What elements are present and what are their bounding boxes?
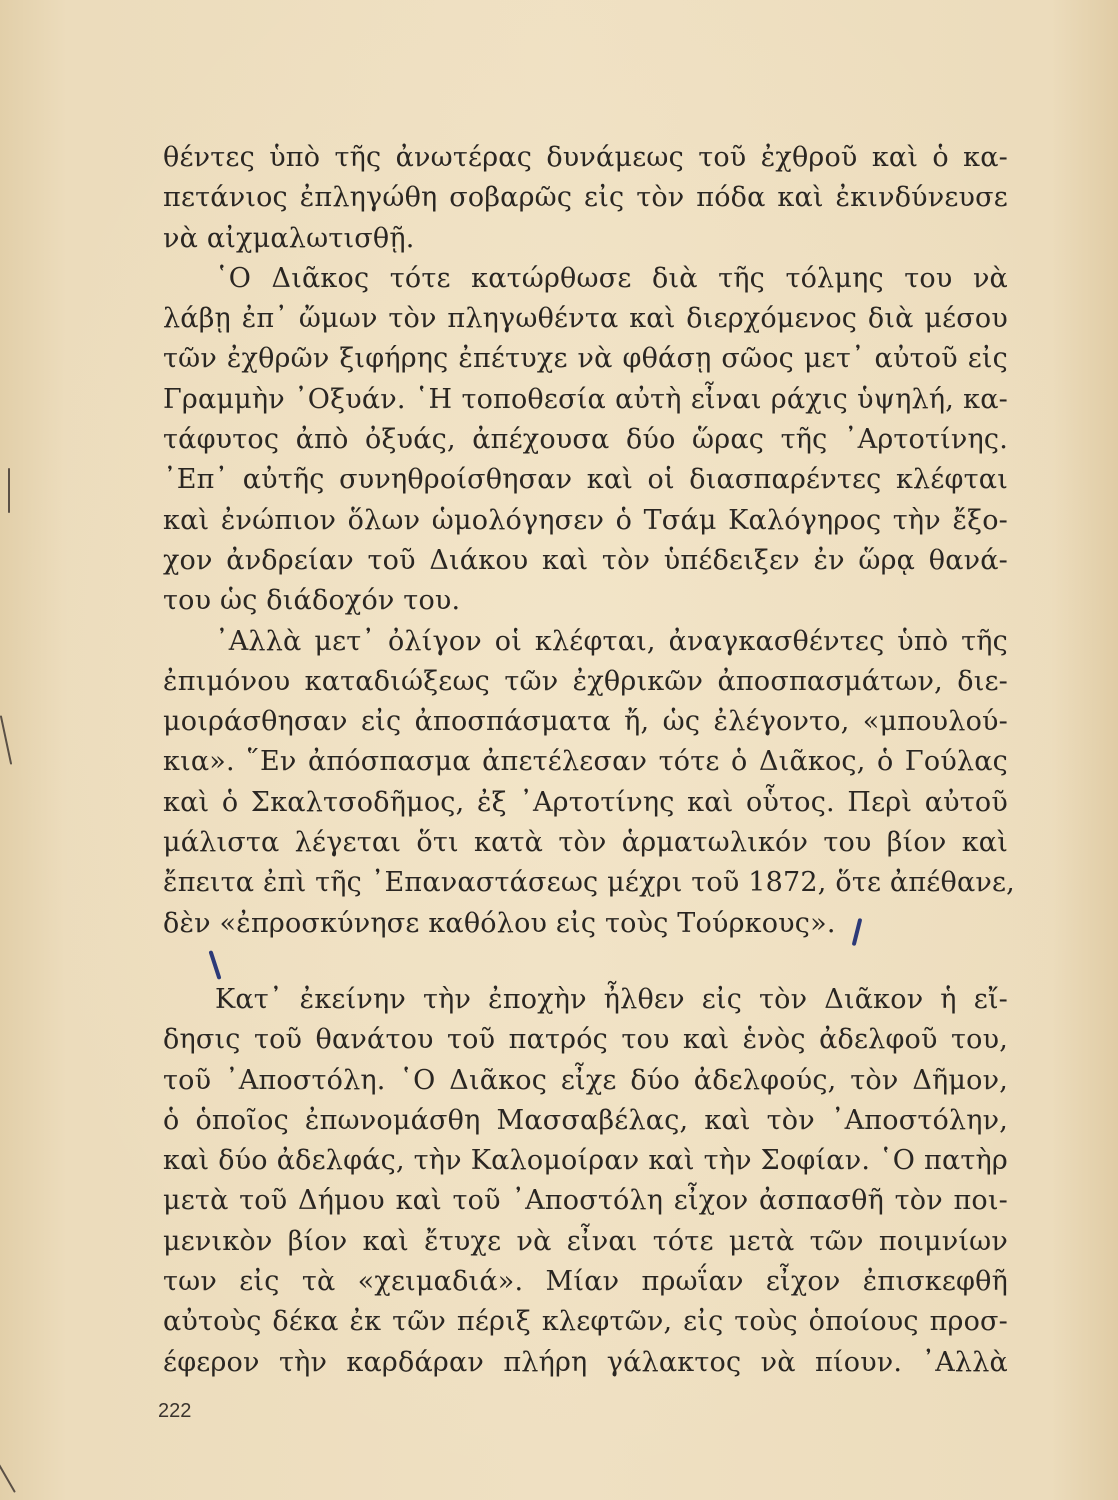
text-line: λάβῃ ἐπ᾿ ὤμων τὸν πληγωθέντα καὶ διερχόμενος διὰ μέσου	[163, 303, 1008, 335]
text-line: ἐπιμόνου καταδιώξεως τῶν ἐχθρικῶν ἀποσπασμάτων, διε-	[163, 665, 1008, 697]
text-line: μάλιστα λέγεται ὅτι κατὰ τὸν ἁρματωλικόν του βίον καὶ	[163, 827, 1008, 859]
page-number: 222	[158, 1400, 192, 1422]
text-line: νὰ αἰχμαλωτισθῇ.	[163, 222, 415, 254]
margin-mark	[0, 1457, 16, 1493]
text-line: πετάνιος ἐπληγώθη σοβαρῶς εἰς τὸν πόδα καὶ ἐκινδύνευσε	[163, 182, 1008, 214]
text-line: χον ἀνδρείαν τοῦ Διάκου καὶ τὸν ὑπέδειξεν ἐν ὥρᾳ θανά-	[163, 544, 1008, 576]
text-line: θέντες ὑπὸ τῆς ἀνωτέρας δυνάμεως τοῦ ἐχθροῦ καὶ ὁ κα-	[163, 142, 1008, 173]
text-line: καὶ ὁ Σκαλτσοδῆμος, ἐξ ᾿Αρτοτίνης καὶ οὗτος. Περὶ αὐτοῦ	[163, 786, 1008, 818]
text-line: Γραμμὴν ᾿Οξυάν. ῾Η τοποθεσία αὐτὴ εἶναι ράχις ὑψηλή, κα-	[163, 383, 1008, 415]
text-line: ὁ ὁποῖος ἐπωνομάσθη Μασσαβέλας, καὶ τὸν ᾿Αποστόλην,	[163, 1104, 1008, 1136]
text-line: έφερον τὴν καρδάραν πλήρη γάλακτος νὰ πίουν. ᾿Αλλὰ	[163, 1346, 1008, 1378]
text-line: ᾿Επ᾿ αὐτῆς συνηθροίσθησαν καὶ οἱ διασπαρέντες κλέφται	[163, 464, 1008, 496]
text-line: μενικὸν βίον καὶ ἔτυχε νὰ εἶναι τότε μετὰ τῶν ποιμνίων	[163, 1225, 1008, 1257]
text-line: τῶν ἐχθρῶν ξιφήρης ἐπέτυχε νὰ φθάσῃ σῶος μετ᾿ αὐτοῦ εἰς	[163, 343, 1008, 375]
text-line: τάφυτος ἀπὸ ὀξυάς, ἀπέχουσα δύο ὥρας τῆς ᾿Αρτοτίνης.	[163, 424, 1008, 456]
text-line: ᾿Αλλὰ μετ᾿ ὀλίγον οἱ κλέφται, ἀναγκασθέντες ὑπὸ τῆς	[215, 625, 1008, 657]
text-line: δησις τοῦ θανάτου τοῦ πατρός του καὶ ἑνὸς ἀδελφοῦ του,	[163, 1024, 1008, 1056]
text-line: δὲν «ἐπροσκύνησε καθόλου εἰς τοὺς Τούρκους».	[163, 907, 836, 939]
text-line: των εἰς τὰ «χειμαδιά». Μίαν πρωΐαν εἶχον ἐπισκεφθῆ	[163, 1266, 1008, 1298]
text-line: καὶ δύο ἀδελφάς, τὴν Καλομοίραν καὶ τὴν Σοφίαν. ῾Ο πατὴρ	[163, 1145, 1008, 1177]
text-line: ἔπειτα ἐπὶ τῆς ᾿Επαναστάσεως μέχρι τοῦ 1872, ὅτε ἀπέθανε,	[163, 867, 1015, 899]
body-text	[163, 138, 1015, 1383]
text-line: κια». ῞Εν ἀπόσπασμα ἀπετέλεσαν τότε ὁ Διᾶκος, ὁ Γούλας	[163, 746, 1008, 778]
text-line: αὐτοὺς δέκα ἐκ τῶν πέριξ κλεφτῶν, εἰς τοὺς ὁποίους προσ-	[163, 1306, 1008, 1338]
margin-mark	[8, 468, 10, 513]
text-line: μοιράσθησαν εἰς ἀποσπάσματα ἤ, ὡς ἐλέγοντο, «μπουλού-	[163, 706, 1008, 738]
paragraph-gap	[163, 944, 1008, 980]
text-line: ῾Ο Διᾶκος τότε κατώρθωσε διὰ τῆς τόλμης του νὰ	[215, 262, 1008, 294]
text-line: τοῦ ᾿Αποστόλη. ῾Ο Διᾶκος εἶχε δύο ἀδελφούς, τὸν Δῆμον,	[163, 1064, 1008, 1096]
text-line: του ὡς διάδοχόν του.	[163, 585, 461, 617]
text-line: μετὰ τοῦ Δήμου καὶ τοῦ ᾿Αποστόλη εἶχον ἀσπασθῆ τὸν ποι-	[163, 1185, 1008, 1217]
margin-mark	[0, 715, 12, 764]
text-line: καὶ ἐνώπιον ὅλων ὡμολόγησεν ὁ Τσάμ Καλόγηρος τὴν ἔξο-	[163, 504, 1008, 536]
text-line: Κατ᾿ ἐκείνην τὴν ἐποχὴν ἦλθεν εἰς τὸν Διᾶκον ἡ εἴ-	[215, 983, 1008, 1015]
